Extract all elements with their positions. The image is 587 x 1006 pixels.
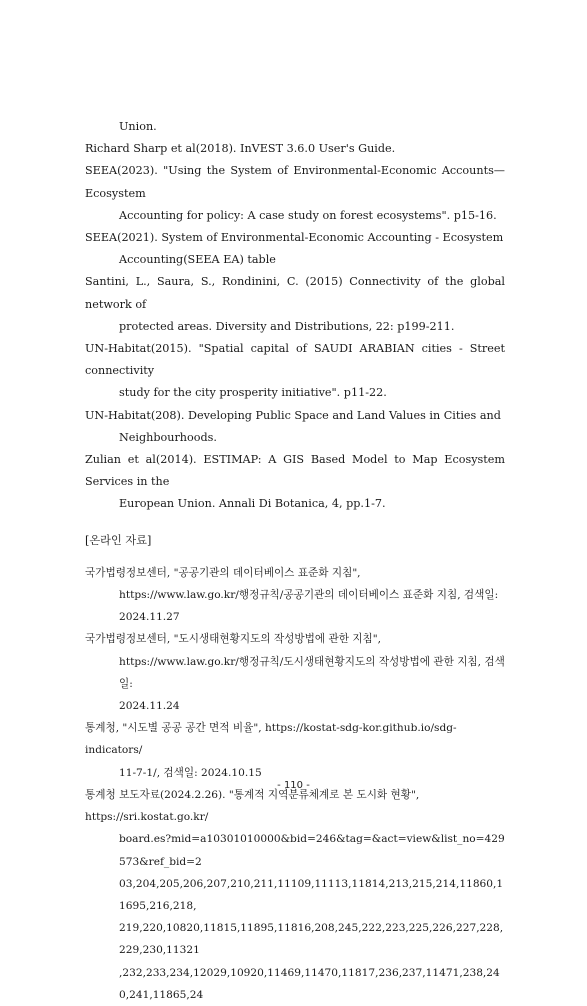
online-entry bbox=[85, 562, 505, 629]
reference-entry bbox=[85, 138, 505, 160]
online-sources-heading: [온라인 자료] bbox=[85, 533, 152, 547]
reference-entry bbox=[85, 271, 505, 338]
online-entry-url[interactable]: ,232,233,234,12029,10920,11469,11470,11817,236,237,11471,238,240,241,11865,24 bbox=[119, 966, 500, 1001]
reference-text: UN-Habitat(2015). "Spatial capital of SAUDI ARABIAN cities - Street connectivity bbox=[85, 342, 505, 378]
online-entry-url[interactable]: https://www.law.go.kr/행정규칙/도시생태현황지도의 작성방법에 관한 지침, 검색일: bbox=[119, 655, 505, 690]
reference-continuation: Accounting(SEEA EA) table bbox=[119, 253, 276, 267]
online-entry-date: 2024.11.24 bbox=[119, 700, 180, 713]
online-entry-text: 국가법령정보센터, "도시생태현황지도의 작성방법에 관한 지침", bbox=[85, 633, 382, 646]
reference-text: UN-Habitat(208). Developing Public Space and Land Values in Cities and bbox=[85, 408, 501, 422]
online-entry bbox=[85, 784, 505, 1006]
reference-entry bbox=[85, 227, 505, 271]
online-entry-date: 2024.11.27 bbox=[119, 611, 180, 624]
reference-continuation: protected areas. Diversity and Distributions, 22: p199-211. bbox=[119, 319, 455, 333]
online-entry bbox=[85, 628, 505, 717]
online-entry-url[interactable]: 219,220,10820,11815,11895,11816,208,245,222,223,225,226,227,228,229,230,11321 bbox=[119, 922, 504, 957]
reference-entry bbox=[85, 160, 505, 227]
reference-continuation: Accounting for policy: A case study on forest ecosystems". p15-16. bbox=[119, 208, 497, 222]
online-entry-text[interactable]: 통계청 보도자료(2024.2.26). "통계적 지역분류체계로 본 도시화 현황", https://sri.kostat.go.kr/ bbox=[85, 788, 420, 824]
reference-continuation: Neighbourhoods. bbox=[119, 430, 217, 444]
online-entry-url[interactable]: board.es?mid=a10301010000&bid=246&tag=&act=view&list_no=429573&ref_bid=2 bbox=[119, 833, 505, 868]
reference-continuation: European Union. Annali Di Botanica, 4, pp.1-7. bbox=[119, 497, 386, 511]
reference-text: SEEA(2023). "Using the System of Environmental-Economic Accounts—Ecosystem bbox=[85, 164, 505, 200]
reference-text: Santini, L., Saura, S., Rondinini, C. (2015) Connectivity of the global network of bbox=[85, 275, 505, 311]
online-entry bbox=[85, 717, 505, 784]
online-entry-text: 국가법령정보센터, "공공기관의 데이터베이스 표준화 지침", bbox=[85, 566, 361, 579]
reference-text: Richard Sharp et al(2018). InVEST 3.6.0 User's Guide. bbox=[85, 142, 396, 156]
reference-entry bbox=[85, 338, 505, 405]
reference-entry bbox=[85, 449, 505, 516]
references-list bbox=[85, 116, 505, 1006]
reference-continuation: study for the city prosperity initiative". p11-22. bbox=[119, 386, 387, 400]
reference-entry bbox=[85, 116, 505, 138]
online-entry-text[interactable]: 통계청, "시도별 공공 공간 면적 비율", https://kostat-sdg-kor.github.io/sdg-indicators/ bbox=[85, 722, 457, 757]
reference-entry bbox=[85, 405, 505, 449]
online-entry-url[interactable]: https://www.law.go.kr/행정규칙/공공기관의 데이터베이스 표준화 지침, 검색일: bbox=[119, 589, 499, 602]
reference-text: SEEA(2021). System of Environmental-Economic Accounting - Ecosystem bbox=[85, 231, 504, 245]
page-number: - 110 - bbox=[277, 780, 310, 791]
reference-text: Zulian et al(2014). ESTIMAP: A GIS Based Model to Map Ecosystem Services in the bbox=[85, 453, 505, 489]
online-entry-url[interactable]: 03,204,205,206,207,210,211,11109,11113,11814,213,215,214,11860,11695,216,218, bbox=[119, 877, 504, 912]
reference-continuation: Union. bbox=[119, 120, 157, 133]
online-entry-continuation: 11-7-1/, 검색일: 2024.10.15 bbox=[119, 766, 262, 779]
